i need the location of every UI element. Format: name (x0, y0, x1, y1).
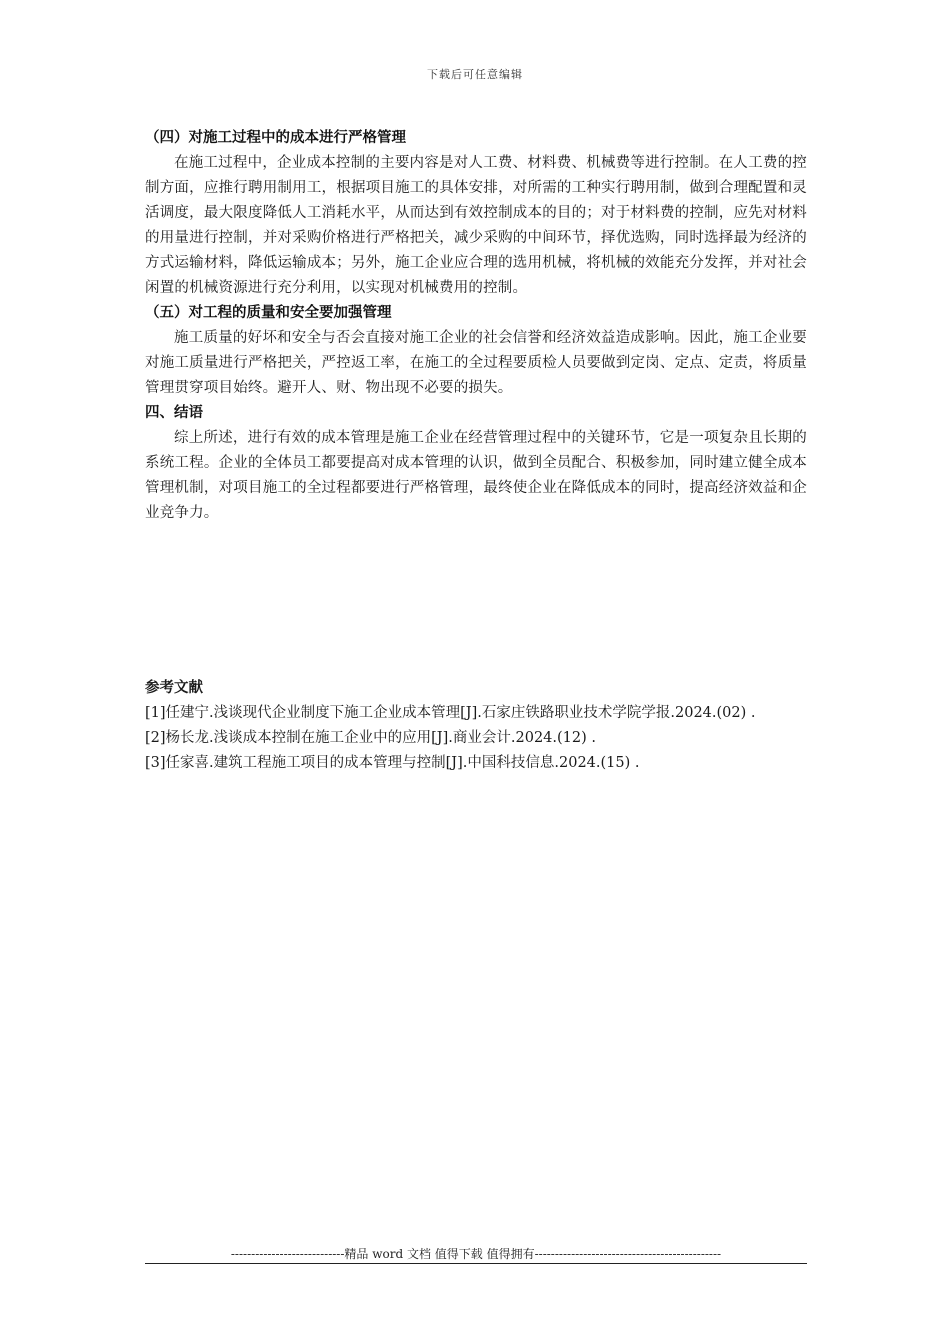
page-header-note: 下载后可任意编辑 (427, 68, 523, 81)
references-title: 参考文献 (145, 680, 203, 696)
reference-item-3: [3]任家喜.建筑工程施工项目的成本管理与控制[J].中国科技信息.2024.(15) . (145, 755, 640, 771)
footer-divider (145, 1263, 807, 1264)
blank-space (145, 526, 807, 676)
section-heading-4: （四）对施工过程中的成本进行严格管理 (145, 130, 406, 146)
section-paragraph-5: 施工质量的好坏和安全与否会直接对施工企业的社会信誉和经济效益造成影响。因此，施工企业要对施工质量进行严格把关，严控返工率，在施工的全过程要质检人员要做到定岗、定点、定责，将质量管理贯穿项目始终。避开人、财、物出现不必要的损失。 (145, 330, 807, 396)
reference-item-2: [2]杨长龙.浅谈成本控制在施工企业中的应用[J].商业会计.2024.(12) . (145, 730, 596, 746)
document-body (145, 126, 807, 776)
section-paragraph-4: 在施工过程中，企业成本控制的主要内容是对人工费、材料费、机械费等进行控制。在人工费的控制方面，应推行聘用制用工，根据项目施工的具体安排，对所需的工种实行聘用制，做到合理配置和灵活调度，最大限度降低人工消耗水平，从而达到有效控制成本的目的；对于材料费的控制，应先对材料的用量进行控制，并对采购价格进行严格把关，减少采购的中间环节，择优选购，同时选择最为经济的方式运输材料，降低运输成本；另外，施工企业应合理的选用机械，将机械的效能充分发挥，并对社会闲置的机械资源进行充分利用，以实现对机械费用的控制。 (145, 155, 807, 296)
conclusion-paragraph: 综上所述，进行有效的成本管理是施工企业在经营管理过程中的关键环节，它是一项复杂且长期的系统工程。企业的全体员工都要提高对成本管理的认识，做到全员配合、积极参加，同时建立健全成本管理机制，对项目施工的全过程都要进行严格管理，最终使企业在降低成本的同时，提高经济效益和企业竞争力。 (145, 430, 807, 521)
conclusion-heading: 四、结语 (145, 405, 203, 421)
page-footer-text: ----------------------------精品 word 文档 值得下载 值得拥有---------------------------------------------- (230, 1247, 722, 1261)
reference-item-1: [1]任建宁.浅谈现代企业制度下施工企业成本管理[J].石家庄铁路职业技术学院学报.2024.(02) . (145, 705, 756, 721)
section-heading-5: （五）对工程的质量和安全要加强管理 (145, 305, 392, 321)
